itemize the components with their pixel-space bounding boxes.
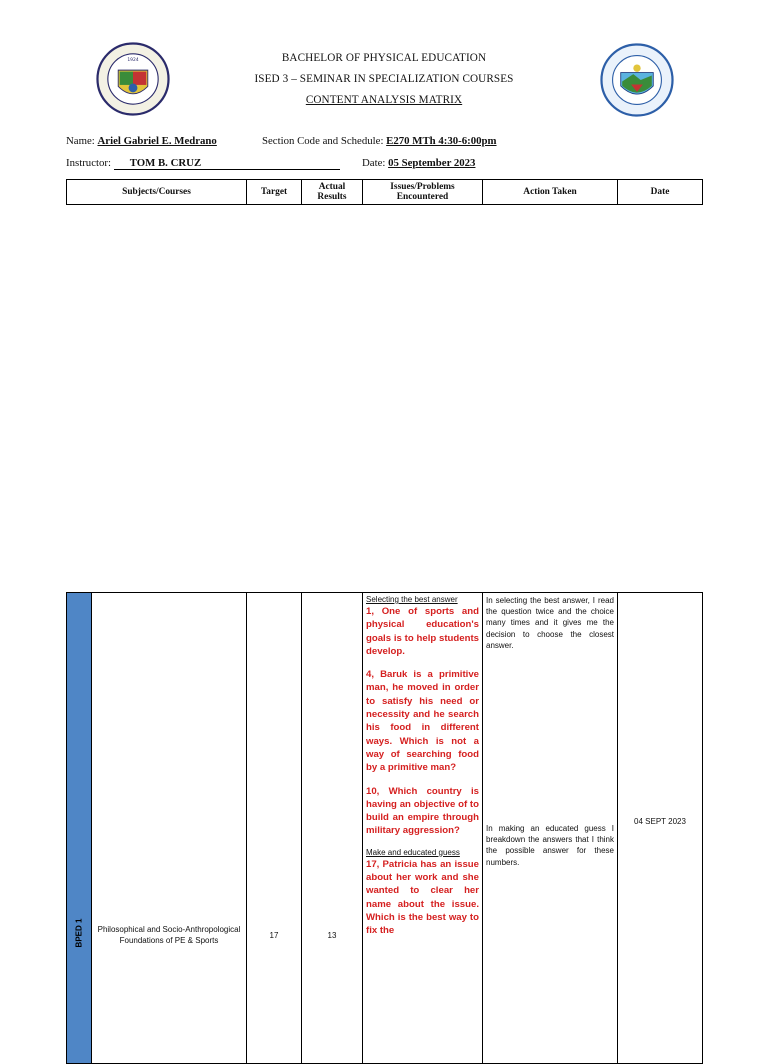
issue-heading-selecting: Selecting the best answer: [366, 595, 458, 604]
group-label: BPED 1: [74, 918, 84, 948]
subject-cell: [92, 593, 247, 1064]
action-cell: [483, 593, 618, 1064]
course-title: ISED 3 – SEMINAR IN SPECIALIZATION COURSES: [254, 73, 514, 85]
university-seal-right: [600, 43, 674, 117]
target-cell: [247, 593, 302, 1064]
header-subjects: Subjects/Courses: [67, 180, 247, 205]
header-issues: Issues/Problems Encountered: [363, 180, 483, 205]
svg-text:1924: 1924: [127, 58, 139, 64]
header-action: Action Taken: [483, 180, 618, 205]
question-10: 10, Which country is having an objective of to build an empire through military aggression?: [366, 785, 479, 837]
instructor-value: TOM B. CRUZ: [114, 158, 340, 170]
issue-heading-guess: Make and educated guess: [366, 847, 460, 857]
matrix-title: CONTENT ANALYSIS MATRIX: [305, 94, 463, 106]
document-title-block: [200, 48, 568, 111]
subject-text: Philosophical and Socio-Anthropological Foundations of PE & Sports: [97, 925, 241, 945]
instructor-field: Instructor: TOM B. CRUZ: [66, 157, 340, 170]
name-value: Ariel Gabriel E. Medrano: [97, 135, 217, 147]
section-field: Section Code and Schedule: E270 MTh 4:30-6:00pm: [262, 135, 497, 147]
question-17: 17, Patricia has an issue about her work and she wanted to clear her name about the issue. Which is the best way to fix the: [366, 858, 479, 937]
row-date: 04 SEPT 2023: [634, 817, 686, 826]
target-value: 17: [269, 931, 279, 940]
table-row: [67, 593, 703, 1064]
date-cell: [618, 593, 703, 1064]
date-field: Date: 05 September 2023: [362, 157, 476, 169]
date-value: 05 September 2023: [388, 157, 476, 169]
question-1: 1, One of sports and physical education's goals is to help students develop.: [366, 606, 479, 657]
header-actual: Actual Results: [302, 180, 363, 205]
program-title: BACHELOR OF PHYSICAL EDUCATION: [281, 52, 487, 64]
name-field: Name: Ariel Gabriel E. Medrano: [66, 135, 217, 147]
action-selecting: In selecting the best answer, I read the question twice and the choice many times and it gives me the decision to choose the closest answer.: [486, 596, 614, 650]
section-value: E270 MTh 4:30-6:00pm: [386, 135, 497, 147]
issues-cell: [363, 593, 483, 1064]
question-4: 4, Baruk is a primitive man, he moved in order to satisfy his need or necessity and he search his food in different ways. Which is not a way of searching food by a primitive man?: [366, 669, 479, 774]
actual-cell: [302, 593, 363, 1064]
action-guess: In making an educated guess I breakdown the answers that I think the possible answer for these numbers.: [486, 824, 614, 867]
university-seal-left: [96, 42, 170, 116]
header-target: Target: [247, 180, 302, 205]
matrix-content-table: [66, 592, 703, 1064]
group-cell: [67, 593, 92, 1064]
actual-value: 13: [327, 931, 337, 940]
matrix-header-table: [66, 179, 703, 205]
header-date: Date: [618, 180, 703, 205]
